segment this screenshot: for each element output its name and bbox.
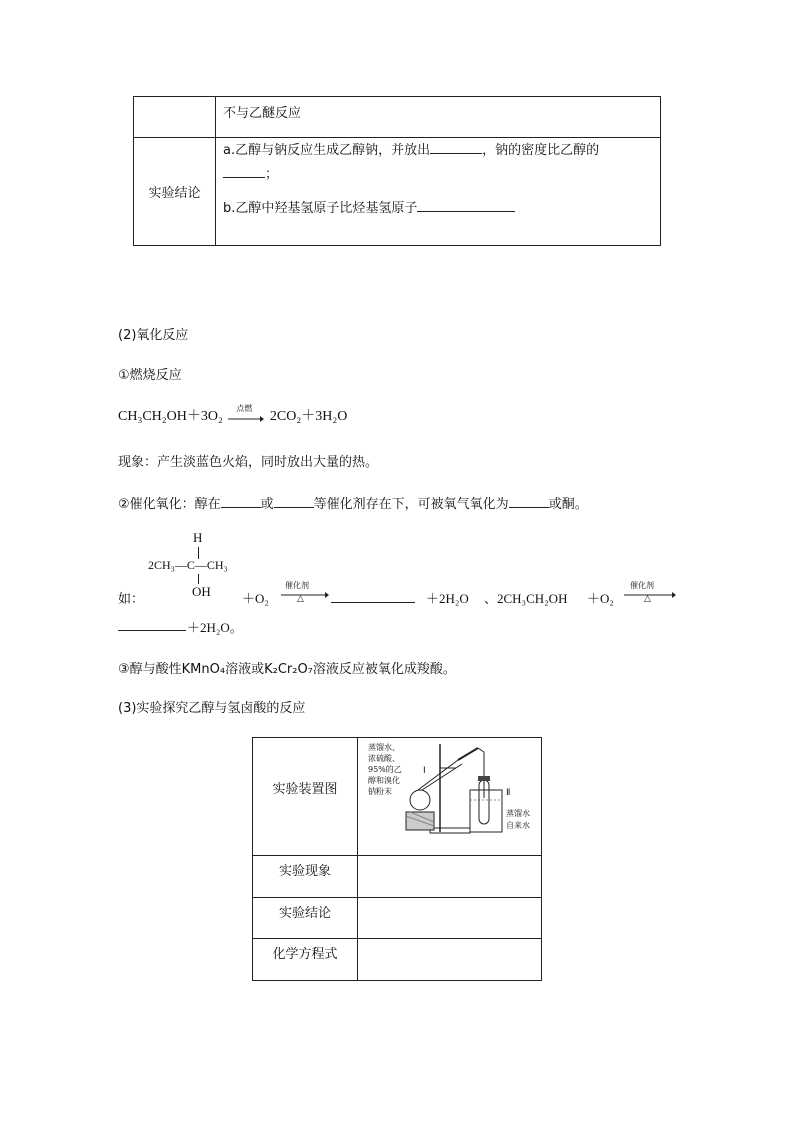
catalyst-arrow-1: [281, 580, 329, 606]
heat-label-1: △: [297, 594, 304, 604]
mark-two: Ⅱ: [506, 788, 511, 798]
line-b: b.乙醇中羟基氢原子比烃基氢原子: [223, 201, 418, 216]
phenomenon-label: 实验现象: [278, 864, 331, 879]
reagent-line-5: 钠粉末: [368, 787, 392, 796]
struct-main: 2CH₃—C—CH₃: [148, 558, 228, 572]
arrow-icon: [228, 411, 264, 427]
eq2-end: ＋2H₂O。: [187, 620, 243, 635]
struct-h: H: [193, 530, 203, 545]
blank-eq2-product2: [118, 618, 186, 631]
phenomenon-text: 现象：产生淡蓝色火焰，同时放出大量的热。: [118, 455, 379, 470]
catalytic-line: [118, 493, 588, 512]
struct-oh: OH: [192, 584, 211, 599]
equation-label: 化学方程式: [272, 947, 338, 962]
arrow-icon: [281, 591, 329, 599]
water-label-2: 自来水: [506, 821, 530, 830]
apparatus-drawing: [358, 738, 538, 852]
row-conclusion-label-cell: [253, 898, 358, 939]
blank-a2: [223, 165, 265, 178]
conclusion-label-2: 实验结论: [278, 906, 331, 921]
reagent-line-3: 95%的乙: [368, 765, 402, 774]
row0-text: 不与乙醚反应: [223, 106, 302, 121]
eq2-o2: ＋O₂: [242, 591, 269, 606]
catalytic-part-b: 或: [260, 497, 274, 512]
eq2-h2o: ＋2H₂O: [426, 591, 469, 606]
catalytic-part-d: 或酮。: [548, 497, 588, 512]
reagent-line-2: 浓硫酸、: [368, 754, 400, 763]
blank-product: [509, 495, 549, 508]
eq2-sep: 、2CH₃CH₂OH: [484, 591, 568, 606]
catalyst-arrow-2: [624, 580, 676, 606]
water-label-1: 蒸馏水: [506, 809, 530, 818]
reagent-line-1: 蒸馏水、: [368, 743, 400, 752]
eq2-o2b: ＋O₂: [587, 591, 614, 606]
phenomenon-cell: [358, 856, 542, 898]
line-a-part3: ；: [265, 167, 279, 182]
catalyst-label-2: 催化剂: [630, 581, 654, 590]
eq2-ru: 如：: [118, 592, 145, 607]
conclusion-label: 实验结论: [148, 186, 201, 201]
row-apparatus-label-cell: [253, 738, 358, 856]
section2-heading: (2)氧化反应: [118, 328, 189, 343]
line-a-part1: a.乙醇与钠反应生成乙醇钠，并放出: [223, 143, 431, 158]
catalyst-label-1: 催化剂: [285, 581, 309, 590]
combustion-equation: [118, 405, 347, 425]
ignite-label: 点燃: [236, 403, 253, 413]
table1-content-cell: [216, 138, 661, 246]
row-equation-label-cell: [253, 939, 358, 981]
blank-b: [417, 199, 515, 212]
combustion-heading: ①燃烧反应: [118, 368, 182, 383]
equation-cell: [358, 939, 542, 981]
blank-catalyst2: [274, 495, 314, 508]
blank-catalyst1: [221, 495, 261, 508]
section3-heading: (3)实验探究乙醇与氢卤酸的反应: [118, 701, 306, 716]
reagent-line-4: 醇和溴化: [368, 776, 400, 785]
line-a-part2: ，钠的密度比乙醇的: [482, 143, 600, 158]
table1-row0-cell: [216, 97, 661, 138]
blank-eq2-product1: [331, 590, 415, 603]
mark-one: Ⅰ: [423, 766, 426, 776]
eq1-left: CH₃CH₂OH＋3O₂: [118, 409, 223, 424]
conclusion-cell: [358, 898, 542, 939]
apparatus-label: 实验装置图: [272, 782, 338, 797]
experiment-table: [252, 737, 542, 981]
catalytic-part-c: 等催化剂存在下，可被氧气氧化为: [313, 497, 509, 512]
ignite-arrow: [228, 403, 264, 425]
acid-oxidation-text: ③醇与酸性KMnO₄溶液或K₂Cr₂O₇溶液反应被氧化成羧酸。: [118, 662, 456, 677]
table1-empty-cell: [134, 97, 216, 138]
row-phenomenon-label-cell: [253, 856, 358, 898]
apparatus-cell: [358, 738, 542, 856]
heat-label-2: △: [644, 594, 651, 604]
eq1-right: 2CO₂＋3H₂O: [269, 409, 348, 424]
catalytic-part-a: ②催化氧化：醇在: [118, 497, 221, 512]
conclusion-table: [133, 96, 661, 246]
table1-label-cell: [134, 138, 216, 246]
blank-a1: [430, 141, 482, 154]
struct-bond-bottom: [198, 574, 199, 584]
